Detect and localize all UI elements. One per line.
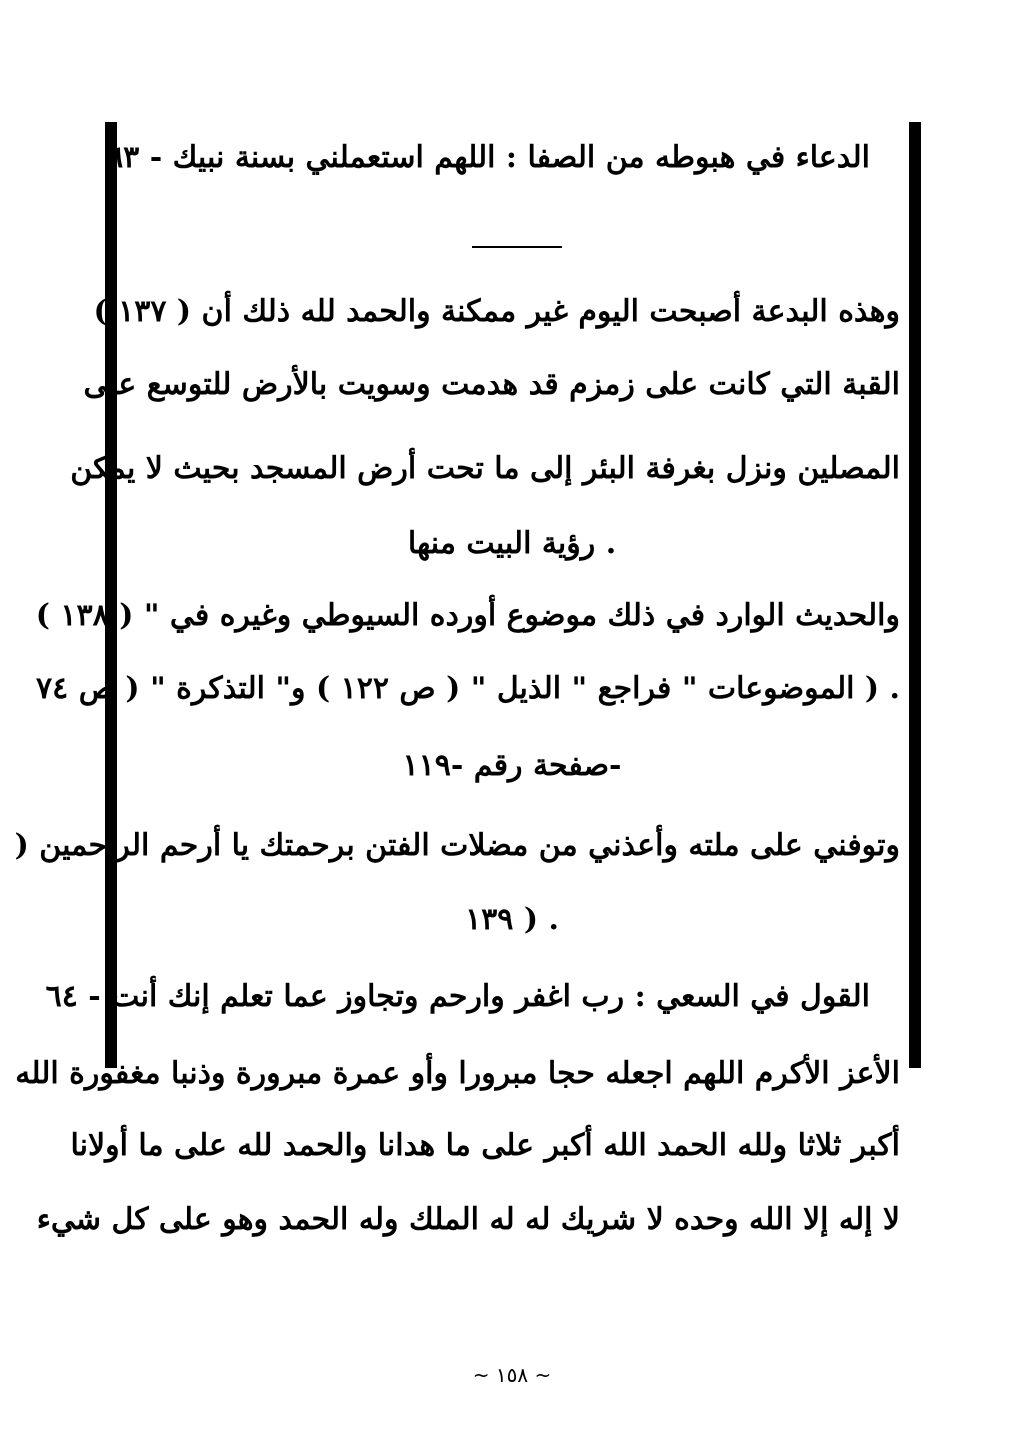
text-line-10: القول في السعي : رب اغفر وارحم وتجاوز عما تعلم إنك أنت - ٦٤ bbox=[45, 979, 870, 1014]
text-line-4: المصلين ونزل بغرفة البئر إلى ما تحت أرض المسجد بحيث لا يمكن bbox=[70, 451, 900, 486]
text-line-7: . ( الموضوعات " فراجع " الذيل " ( ص ١٢٢ ) و" التذكرة " ( ص ٧٤ bbox=[36, 671, 900, 706]
page-number: ~ ١٥٨ ~ bbox=[472, 1363, 552, 1387]
text-line-13: لا إله إلا الله وحده لا شريك له له الملك وله الحمد وهو على كل شيء bbox=[36, 1202, 900, 1237]
text-line-12: أكبر ثلاثا ولله الحمد الله أكبر على ما هدانا والحمد لله على ما أولانا bbox=[70, 1128, 900, 1163]
page-reference: -صفحة رقم -١١٩ bbox=[402, 748, 622, 783]
text-line-6: والحديث الوارد في ذلك موضوع أورده السيوطي وغيره في " ( ١٣٨ ) bbox=[35, 598, 900, 633]
separator-line bbox=[472, 246, 562, 248]
text-line-5: . رؤية البيت منها bbox=[407, 526, 617, 561]
text-line-1: الدعاء في هبوطه من الصفا : اللهم استعملني بسنة نبيك - ٦٣ bbox=[107, 140, 870, 175]
text-line-9: . ( ١٣٩ bbox=[465, 902, 559, 937]
text-line-8: وتوفني على ملته وأعذني من مضلات الفتن برحمتك يا أرحم الراحمين ( bbox=[14, 828, 900, 863]
text-line-3: القبة التي كانت على زمزم قد هدمت وسويت بالأرض للتوسع على bbox=[83, 367, 900, 402]
right-border-rule bbox=[909, 122, 921, 1068]
text-line-11: الأعز الأكرم اللهم اجعله حجا مبرورا وأو عمرة مبرورة وذنبا مغفورة الله bbox=[15, 1056, 900, 1091]
text-line-2: وهذه البدعة أصبحت اليوم غير ممكنة والحمد لله ذلك أن ( ١٣٧ ) bbox=[93, 294, 900, 329]
